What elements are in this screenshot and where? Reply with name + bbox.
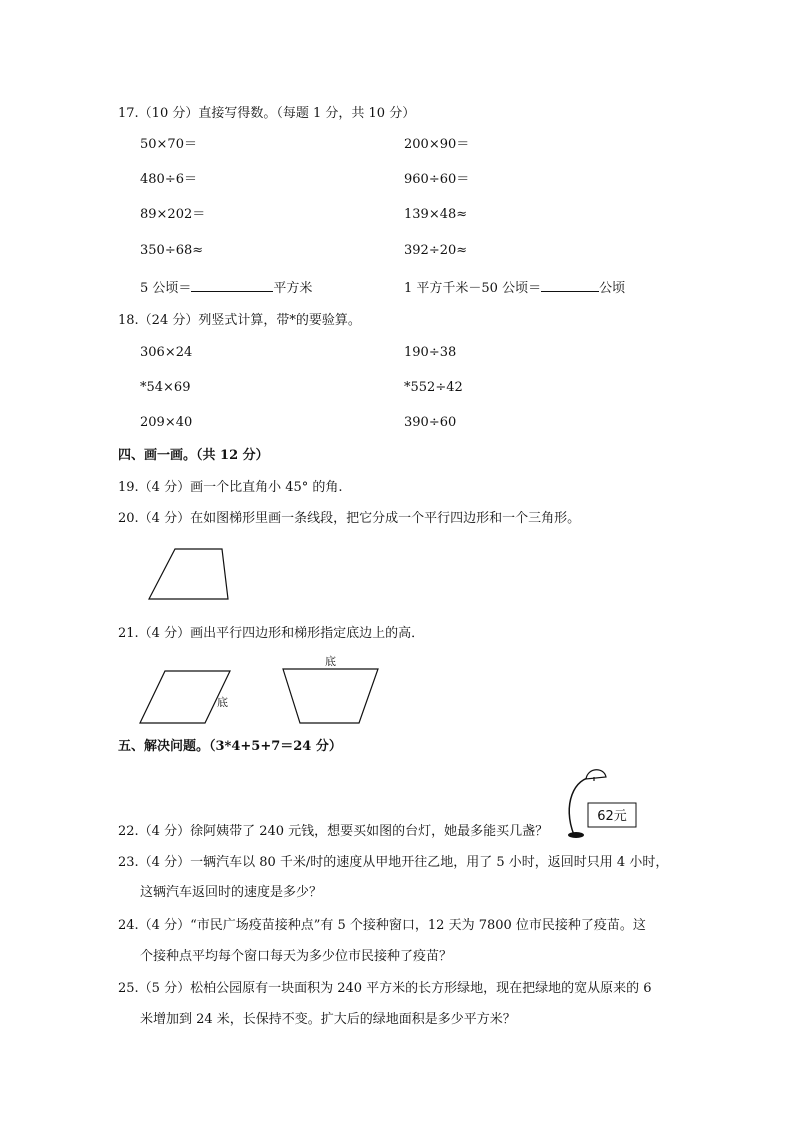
q18-item-6: 390÷60 bbox=[404, 415, 457, 430]
desk-lamp-figure bbox=[560, 765, 650, 840]
q18-title: 18.（24 分）列竖式计算，带*的要验算。 bbox=[118, 313, 361, 328]
q17-conv1-suffix: 平方米 bbox=[273, 281, 313, 296]
q21-figures bbox=[130, 650, 390, 730]
q19-text: 19.（4 分）画一个比直角小 45° 的角. bbox=[118, 480, 343, 495]
q17-title: 17.（10 分）直接写得数。（每题 1 分，共 10 分） bbox=[118, 106, 416, 121]
q18-item-2: 190÷38 bbox=[404, 345, 457, 360]
q17-item-7: 350÷68≈ bbox=[140, 243, 204, 258]
q17-item-2: 200×90＝ bbox=[404, 137, 470, 152]
q20-text: 20.（4 分）在如图梯形里画一条线段，把它分成一个平行四边形和一个三角形。 bbox=[118, 511, 581, 526]
answer-blank-1[interactable] bbox=[191, 279, 273, 292]
answer-blank-2[interactable] bbox=[541, 279, 599, 292]
lamp-base bbox=[568, 832, 584, 838]
q23-line-1: 23.（4 分）一辆汽车以 80 千米/时的速度从甲地开往乙地，用了 5 小时，返回时只用 4 小时， bbox=[118, 855, 669, 870]
q17-conv2-suffix: 公顷 bbox=[599, 281, 626, 296]
q17-conv2-prefix: 1 平方千米－50 公顷＝ bbox=[404, 281, 542, 296]
q18-item-1: 306×24 bbox=[140, 345, 193, 360]
q24-line-2: 个接种点平均每个窗口每天为多少位市民接种了疫苗？ bbox=[140, 949, 453, 964]
trapezoid-shape bbox=[149, 549, 228, 599]
q17-item-5: 89×202＝ bbox=[140, 207, 206, 222]
parallelogram-base-label: 底 bbox=[217, 696, 228, 709]
trapezoid-shape-2 bbox=[283, 669, 378, 723]
q17-item-4: 960÷60＝ bbox=[404, 172, 470, 187]
q17-item-6: 139×48≈ bbox=[404, 207, 468, 222]
q17-item-1: 50×70＝ bbox=[140, 137, 197, 152]
q17-item-8: 392÷20≈ bbox=[404, 243, 468, 258]
q18-item-4: *552÷42 bbox=[404, 380, 463, 395]
q18-item-3: *54×69 bbox=[140, 380, 191, 395]
q17-item-3: 480÷6＝ bbox=[140, 172, 197, 187]
q22-text: 22.（4 分）徐阿姨带了 240 元钱，想要买如图的台灯，她最多能买几盏？ bbox=[118, 824, 549, 839]
trapezoid-figure bbox=[140, 540, 240, 610]
q18-item-5: 209×40 bbox=[140, 415, 193, 430]
lamp-shade bbox=[586, 770, 606, 779]
trapezoid-base-label: 底 bbox=[325, 655, 336, 668]
q24-line-1: 24.（4 分）“市民广场疫苗接种点”有 5 个接种窗口，12 天为 7800 位市民接种了疫苗。这 bbox=[118, 918, 646, 933]
q17-conversion-2 bbox=[404, 279, 625, 297]
section-5-title: 五、解决问题。（3*4+5+7＝24 分） bbox=[118, 739, 342, 754]
section-4-title: 四、画一画。（共 12 分） bbox=[118, 448, 269, 463]
price-label: 62元 bbox=[597, 809, 627, 824]
q23-line-2: 这辆汽车返回时的速度是多少？ bbox=[140, 885, 323, 900]
q21-text: 21.（4 分）画出平行四边形和梯形指定底边上的高． bbox=[118, 626, 425, 641]
q25-line-1: 25.（5 分）松柏公园原有一块面积为 240 平方米的长方形绿地，现在把绿地的宽从原来的 6 bbox=[118, 981, 652, 996]
q25-line-2: 米增加到 24 米，长保持不变。扩大后的绿地面积是多少平方米？ bbox=[140, 1012, 516, 1027]
q17-conversion-1 bbox=[140, 279, 312, 297]
q17-conv1-prefix: 5 公顷＝ bbox=[140, 281, 192, 296]
